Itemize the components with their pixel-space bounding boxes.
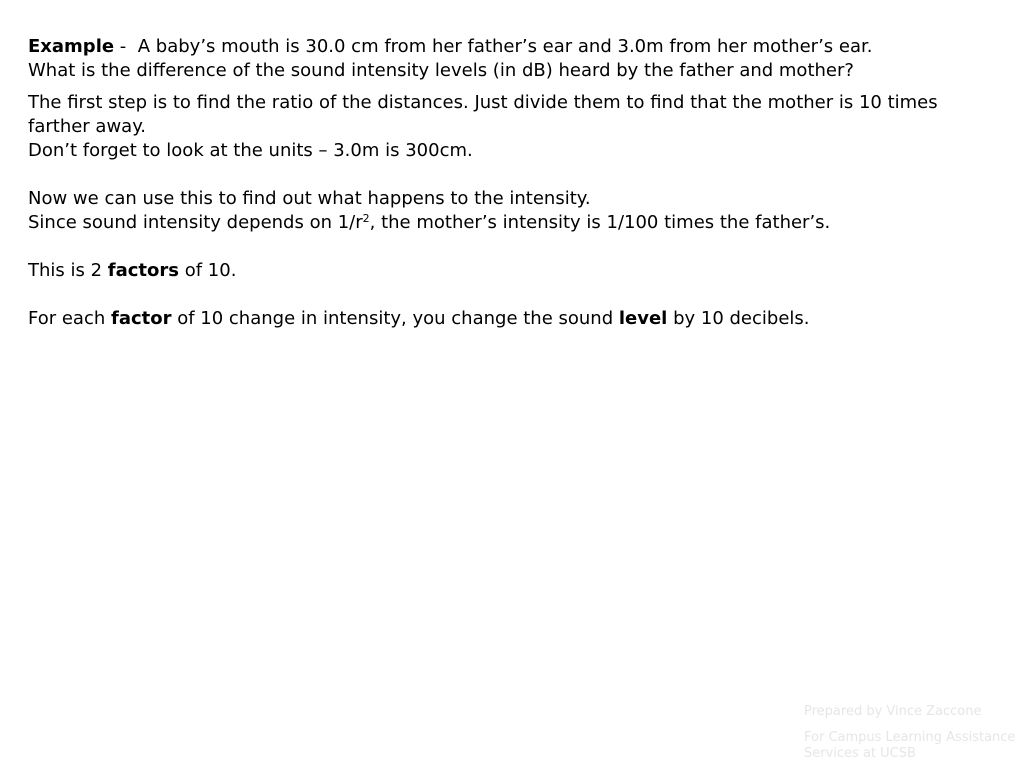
solution-inverse-square <box>28 211 1003 235</box>
factors-text-after: of 10. <box>179 260 237 281</box>
level-bold: level <box>618 308 668 329</box>
problem-line-1 <box>28 35 1003 59</box>
inverse-square-text-after: , the mother’s intensity is 1/100 times the father’s. <box>369 212 831 233</box>
factors-bold: factors <box>107 260 179 281</box>
credit-organization: For Campus Learning Assistance Services at UCSB <box>804 730 1016 761</box>
problem-line-2: What is the difference of the sound intensity levels (in dB) heard by the father and mother? <box>28 60 854 81</box>
rule-text-middle: of 10 change in intensity, you change the sound <box>171 308 619 329</box>
credit-prepared-by: Prepared by Vince Zaccone <box>804 704 982 719</box>
solution-text <box>28 91 1003 331</box>
solution-units-note: Don’t forget to look at the units – 3.0m is 300cm. <box>28 140 473 161</box>
inverse-square-text-before: Since sound intensity depends on 1/r <box>28 212 363 233</box>
solution-step-ratio: The first step is to find the ratio of the distances. Just divide them to find that the mother is 10 times farther away. <box>28 92 938 137</box>
solution-intensity-intro: Now we can use this to find out what happens to the intensity. <box>28 188 591 209</box>
problem-text-1: A baby’s mouth is 30.0 cm from her father’s ear and 3.0m from her mother’s ear. <box>137 36 873 57</box>
problem-statement <box>28 35 1003 83</box>
solution-factors <box>28 259 1003 283</box>
spacer <box>28 283 1003 307</box>
factor-bold: factor <box>110 308 172 329</box>
solution-decibel-rule <box>28 307 1003 331</box>
spacer <box>28 163 1003 187</box>
example-separator: - <box>114 36 138 57</box>
spacer <box>28 235 1003 259</box>
rule-text-after: by 10 decibels. <box>667 308 810 329</box>
example-label: Example <box>28 36 115 57</box>
exponent: 2 <box>362 212 370 225</box>
rule-text-before: For each <box>28 308 111 329</box>
factors-text-before: This is 2 <box>28 260 108 281</box>
